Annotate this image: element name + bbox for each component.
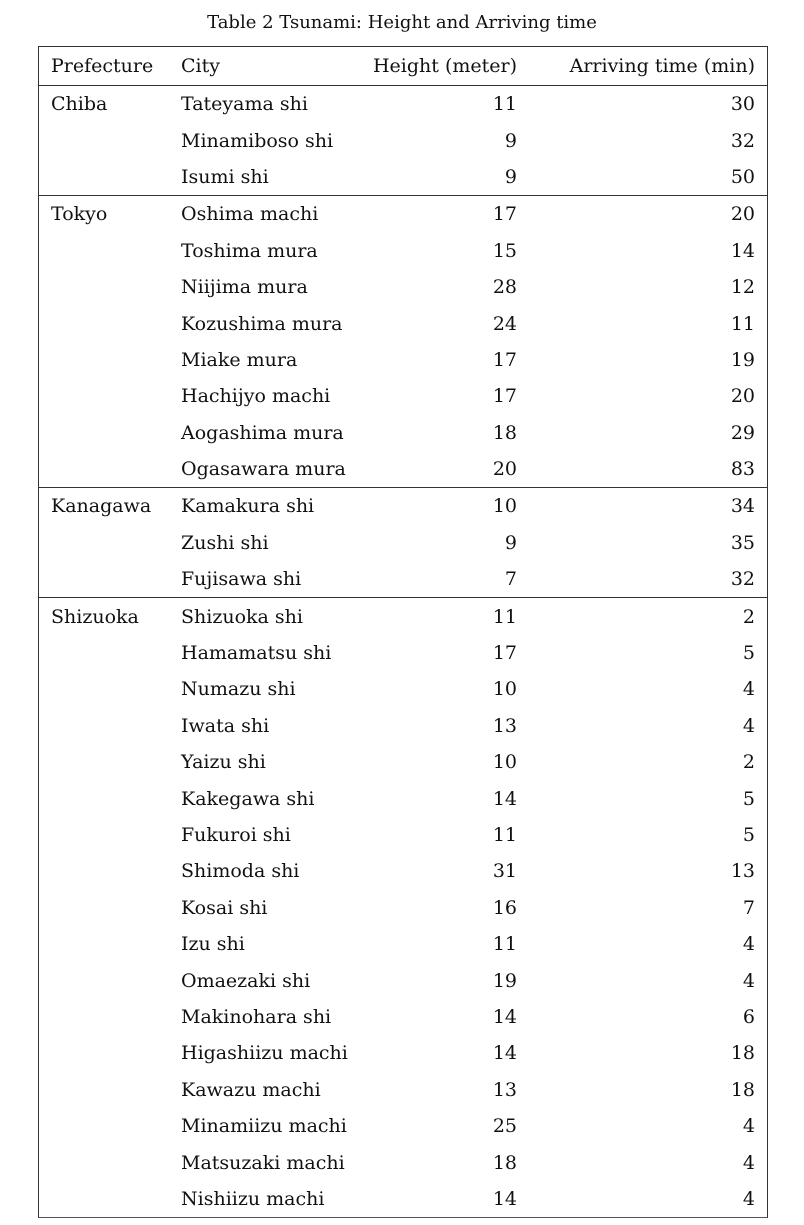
table-row <box>39 269 767 305</box>
header-row <box>39 47 767 86</box>
cell-height: 14 <box>492 787 517 810</box>
cell-arriving-time: 14 <box>730 239 755 262</box>
tsunami-table-frame <box>38 46 768 1218</box>
header-height: Height (meter) <box>372 55 517 77</box>
cell-prefecture <box>39 269 169 305</box>
cell-prefecture <box>39 744 169 780</box>
cell-city: Matsuzaki machi <box>181 1151 345 1174</box>
cell-arriving-time: 18 <box>730 1042 755 1065</box>
cell-prefecture <box>39 561 169 598</box>
cell-city: Fujisawa shi <box>181 568 302 591</box>
cell-prefecture <box>39 1181 169 1217</box>
cell-city: Minamiizu machi <box>181 1115 347 1138</box>
cell-prefecture <box>39 962 169 998</box>
header-arriving-time: Arriving time (min) <box>569 55 755 77</box>
cell-prefecture <box>39 1144 169 1180</box>
cell-arriving-time: 5 <box>742 824 755 846</box>
cell-height: 14 <box>492 1187 517 1210</box>
cell-prefecture <box>39 890 169 926</box>
cell-height: 24 <box>492 312 517 335</box>
cell-prefecture: Kanagawa <box>51 495 152 518</box>
cell-city: Hachijyo machi <box>181 385 331 408</box>
cell-arriving-time: 2 <box>742 751 755 774</box>
cell-height: 17 <box>492 385 517 408</box>
header-city: City <box>181 55 220 77</box>
cell-prefecture <box>39 233 169 269</box>
cell-height: 11 <box>492 605 517 628</box>
table-row <box>39 708 767 744</box>
cell-prefecture <box>39 1035 169 1071</box>
cell-height: 17 <box>492 642 517 665</box>
cell-height: 28 <box>492 276 517 299</box>
table-row <box>39 817 767 853</box>
cell-city: Aogashima mura <box>181 421 344 444</box>
cell-height: 11 <box>492 933 517 956</box>
cell-arriving-time: 4 <box>742 714 755 737</box>
cell-city: Toshima mura <box>181 239 318 262</box>
cell-prefecture <box>39 999 169 1035</box>
cell-height: 10 <box>492 751 517 774</box>
cell-prefecture <box>39 451 169 488</box>
cell-prefecture: Shizuoka <box>51 605 139 628</box>
cell-city: Ogasawara mura <box>181 458 346 481</box>
table-row <box>39 342 767 378</box>
cell-city: Minamiboso shi <box>181 129 334 152</box>
cell-arriving-time: 19 <box>730 348 755 371</box>
cell-height: 17 <box>492 203 517 226</box>
cell-city: Oshima machi <box>181 203 319 226</box>
table-row <box>39 635 767 671</box>
cell-arriving-time: 13 <box>730 860 755 883</box>
cell-height: 11 <box>492 93 517 116</box>
cell-height: 11 <box>492 824 517 846</box>
cell-arriving-time: 12 <box>730 276 755 299</box>
prefecture-group <box>39 86 767 196</box>
table-row <box>39 159 767 196</box>
cell-city: Kamakura shi <box>181 495 315 518</box>
cell-arriving-time: 7 <box>742 896 755 919</box>
cell-arriving-time: 32 <box>730 568 755 591</box>
cell-prefecture <box>39 378 169 414</box>
cell-prefecture: Chiba <box>51 93 108 116</box>
cell-city: Omaezaki shi <box>181 969 311 992</box>
table-row <box>39 1035 767 1071</box>
cell-arriving-time: 5 <box>742 787 755 810</box>
table-row <box>39 305 767 341</box>
cell-arriving-time: 4 <box>742 933 755 956</box>
table-row <box>39 451 767 488</box>
cell-prefecture <box>39 415 169 451</box>
table-row <box>39 890 767 926</box>
cell-arriving-time: 2 <box>742 605 755 628</box>
cell-arriving-time: 83 <box>730 458 755 481</box>
cell-height: 17 <box>492 348 517 371</box>
prefecture-group <box>39 488 767 598</box>
table-row <box>39 561 767 598</box>
cell-prefecture <box>39 817 169 853</box>
cell-city: Tateyama shi <box>181 93 308 116</box>
table-row <box>39 1181 767 1217</box>
cell-height: 15 <box>492 239 517 262</box>
cell-arriving-time: 4 <box>742 1187 755 1210</box>
cell-arriving-time: 34 <box>730 495 755 518</box>
cell-city: Hamamatsu shi <box>181 642 332 665</box>
cell-city: Iwata shi <box>181 714 270 737</box>
table-row <box>39 853 767 889</box>
table-row <box>39 488 767 525</box>
cell-city: Nishiizu machi <box>181 1187 325 1210</box>
cell-city: Yaizu shi <box>181 751 266 774</box>
cell-arriving-time: 5 <box>742 642 755 665</box>
cell-arriving-time: 35 <box>730 531 755 554</box>
table-row <box>39 671 767 707</box>
cell-prefecture <box>39 342 169 378</box>
header-prefecture: Prefecture <box>51 55 154 77</box>
cell-prefecture <box>39 671 169 707</box>
cell-height: 19 <box>492 969 517 992</box>
cell-city: Numazu shi <box>181 678 296 701</box>
table-row <box>39 378 767 414</box>
cell-city: Kozushima mura <box>181 312 343 335</box>
cell-city: Zushi shi <box>181 531 269 554</box>
table-header <box>39 47 767 86</box>
cell-height: 31 <box>492 860 517 883</box>
cell-prefecture <box>39 1072 169 1108</box>
table-row <box>39 415 767 451</box>
cell-height: 25 <box>492 1115 517 1138</box>
cell-height: 18 <box>492 1151 517 1174</box>
cell-city: Shizuoka shi <box>181 605 303 628</box>
cell-height: 10 <box>492 495 517 518</box>
cell-prefecture <box>39 122 169 158</box>
prefecture-group <box>39 196 767 488</box>
cell-prefecture <box>39 708 169 744</box>
cell-city: Higashiizu machi <box>181 1042 348 1065</box>
cell-height: 14 <box>492 1042 517 1065</box>
cell-city: Shimoda shi <box>181 860 300 883</box>
table-row <box>39 86 767 123</box>
cell-city: Izu shi <box>181 933 245 956</box>
cell-height: 9 <box>504 531 517 554</box>
cell-arriving-time: 29 <box>730 421 755 444</box>
cell-prefecture <box>39 305 169 341</box>
table-row <box>39 1144 767 1180</box>
table-caption: Table 2 Tsunami: Height and Arriving time <box>207 12 597 33</box>
cell-height: 16 <box>492 896 517 919</box>
cell-height: 9 <box>504 129 517 152</box>
table-row <box>39 999 767 1035</box>
tsunami-table <box>39 47 767 1217</box>
cell-prefecture <box>39 159 169 196</box>
cell-city: Kosai shi <box>181 896 268 919</box>
table-row <box>39 744 767 780</box>
cell-height: 14 <box>492 1005 517 1028</box>
cell-city: Kakegawa shi <box>181 787 315 810</box>
cell-height: 18 <box>492 421 517 444</box>
table-row <box>39 1108 767 1144</box>
table-row <box>39 962 767 998</box>
table-row <box>39 598 767 635</box>
table-row <box>39 233 767 269</box>
cell-height: 20 <box>492 458 517 481</box>
cell-city: Miake mura <box>181 348 298 371</box>
cell-city: Makinohara shi <box>181 1005 332 1028</box>
cell-city: Isumi shi <box>181 165 269 188</box>
cell-prefecture: Tokyo <box>51 203 108 226</box>
cell-prefecture <box>39 635 169 671</box>
cell-arriving-time: 30 <box>730 93 755 116</box>
cell-city: Fukuroi shi <box>181 824 291 846</box>
cell-arriving-time: 32 <box>730 129 755 152</box>
cell-arriving-time: 6 <box>742 1005 755 1028</box>
cell-prefecture <box>39 780 169 816</box>
cell-arriving-time: 4 <box>742 1115 755 1138</box>
cell-prefecture <box>39 525 169 561</box>
cell-prefecture <box>39 853 169 889</box>
table-row <box>39 196 767 233</box>
table-row <box>39 122 767 158</box>
table-row <box>39 780 767 816</box>
cell-arriving-time: 50 <box>730 165 755 188</box>
cell-arriving-time: 18 <box>730 1078 755 1101</box>
cell-height: 13 <box>492 714 517 737</box>
cell-arriving-time: 20 <box>730 385 755 408</box>
cell-height: 7 <box>504 568 517 591</box>
prefecture-group <box>39 598 767 1217</box>
cell-city: Kawazu machi <box>181 1078 321 1101</box>
cell-prefecture <box>39 926 169 962</box>
cell-height: 10 <box>492 678 517 701</box>
cell-arriving-time: 20 <box>730 203 755 226</box>
cell-arriving-time: 4 <box>742 1151 755 1174</box>
cell-height: 9 <box>504 165 517 188</box>
cell-prefecture <box>39 1108 169 1144</box>
cell-height: 13 <box>492 1078 517 1101</box>
table-row <box>39 525 767 561</box>
cell-arriving-time: 4 <box>742 678 755 701</box>
table-row <box>39 1072 767 1108</box>
cell-arriving-time: 11 <box>730 312 755 335</box>
cell-arriving-time: 4 <box>742 969 755 992</box>
table-row <box>39 926 767 962</box>
cell-city: Niijima mura <box>181 276 308 299</box>
